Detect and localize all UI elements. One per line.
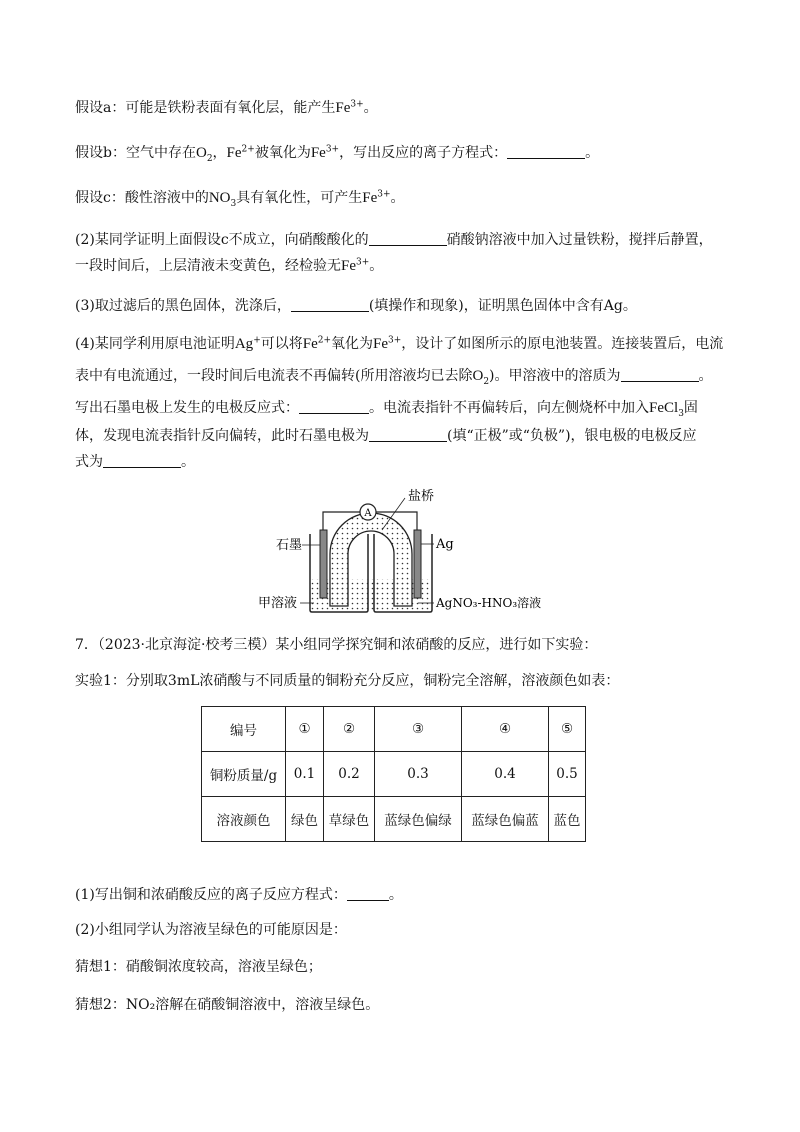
o2-sub: 2 xyxy=(483,376,490,387)
answer-blank[interactable] xyxy=(103,453,181,468)
hypothesis-a-end: 。 xyxy=(363,100,378,116)
table-cell: 蓝色 xyxy=(549,797,586,842)
silver-electrode xyxy=(414,530,421,598)
table-row xyxy=(202,707,586,752)
table-cell: ④ xyxy=(462,707,549,752)
fecl3-formula: FeCl xyxy=(649,400,679,416)
table-cell: ③ xyxy=(375,707,462,752)
hypothesis-c-text2: 具有氧化性，可产生 xyxy=(236,190,363,206)
experiment-1-text: 实验1：分别取3mL浓硝酸与不同质量的铜粉充分反应，铜粉完全溶解，溶液颜色如表： xyxy=(75,673,620,689)
hypothesis-b-text3: 被氧化为 xyxy=(254,145,311,161)
q4-text-4a: 体，发现电流表指针反向偏转，此时石墨电极为 xyxy=(75,428,369,444)
q7-part-2: (2)小组同学认为溶液呈绿色的可能原因是： xyxy=(75,922,347,938)
question-2-line-2 xyxy=(75,256,383,276)
fe3-charge: 3+ xyxy=(388,335,402,346)
question-4-line-5 xyxy=(75,452,195,472)
answer-blank[interactable] xyxy=(299,399,369,414)
q4-text-4b: (填“正极”或“负极”)，银电极的电极反应 xyxy=(447,428,697,444)
hypothesis-c xyxy=(75,188,405,208)
hypothesis-b-text2: ， xyxy=(212,145,227,161)
table-cell: 蓝绿色偏蓝 xyxy=(462,797,549,842)
fe3-charge: 3+ xyxy=(377,189,391,200)
fe2-charge: 2+ xyxy=(241,144,255,155)
ag-charge: + xyxy=(253,335,261,346)
graphite-electrode xyxy=(320,530,327,598)
question-4-line-2 xyxy=(75,366,713,386)
q4-text-3a: 写出石墨电极上发生的电极反应式： xyxy=(75,400,299,416)
table-cell: ① xyxy=(286,707,324,752)
table-cell: 0.2 xyxy=(324,752,375,797)
fe3-ion: Fe xyxy=(310,145,326,161)
q4-text-2a: 表中有电流通过，一段时间后电流表不再偏转(所用溶液均已去除 xyxy=(75,368,473,384)
q4-text-2end: 。 xyxy=(698,368,713,384)
table-cell: 0.3 xyxy=(375,752,462,797)
fecl3-sub: 3 xyxy=(678,408,684,419)
q4-text-1a: (4)某同学利用原电池证明 xyxy=(75,336,235,352)
q7-part-1-text: (1)写出铜和浓硝酸反应的离子反应方程式： xyxy=(75,887,347,903)
q7-part-1-end: 。 xyxy=(388,887,403,903)
hypothesis-c-end: 。 xyxy=(390,190,405,206)
question-7-intro: 7．（2023·北京海淀·校考三模）某小组同学探究铜和浓硝酸的反应，进行如下实验： xyxy=(75,637,598,653)
hypothesis-a-label: 假设a： xyxy=(75,100,126,116)
question-4-line-3 xyxy=(75,398,698,418)
q3-text-b: (填操作和现象)，证明黑色固体中含有Ag。 xyxy=(368,298,637,314)
hypothesis-a-text: 可能是铁粉表面有氧化层，能产生 xyxy=(125,100,336,116)
fe2-ion: Fe xyxy=(226,145,242,161)
right-solution-label: AgNO₃-HNO₃溶液 xyxy=(436,596,542,610)
q4-text-5a: 式为 xyxy=(75,454,103,470)
q2-end: 。 xyxy=(369,258,384,274)
hypothesis-b-end: 。 xyxy=(585,145,600,161)
q4-text-1d: ，设计了如图所示的原电池装置。连接装置后，电流 xyxy=(401,336,724,352)
q4-text-5end: 。 xyxy=(181,454,195,470)
table-cell: 绿色 xyxy=(286,797,324,842)
answer-blank[interactable] xyxy=(369,427,447,442)
silver-label: Ag xyxy=(436,537,454,552)
hypothesis-c-text1: 酸性溶液中的 xyxy=(124,190,209,206)
q3-text-a: (3)取过滤后的黑色固体，洗涤后， xyxy=(75,298,291,314)
fe3-charge: 3+ xyxy=(325,144,340,155)
fe3-charge: 3+ xyxy=(356,257,370,268)
q7-part-1 xyxy=(75,885,403,905)
q4-text-3c: 固 xyxy=(683,400,698,416)
table-cell: 蓝绿色偏绿 xyxy=(375,797,462,842)
table-row xyxy=(202,752,586,797)
answer-blank[interactable] xyxy=(621,367,699,382)
fe2-charge: 2+ xyxy=(317,335,332,346)
fe3-ion: Fe xyxy=(335,100,351,116)
q2-text-2a: 一段时间后，上层清液未变黄色，经检验无 xyxy=(75,258,341,274)
galvanic-cell-diagram xyxy=(250,486,570,616)
table-cell: 0.4 xyxy=(462,752,549,797)
fe3-ion: Fe xyxy=(373,336,389,352)
hypothesis-b-text1: 空气中存在 xyxy=(125,145,196,161)
o2-sub: 2 xyxy=(206,153,213,164)
q2-text-1b: 硝酸钠溶液中加入过量铁粉，搅拌后静置， xyxy=(446,232,713,248)
hypothesis-b xyxy=(75,143,599,163)
table-cell: 草绿色 xyxy=(324,797,375,842)
salt-bridge-label: 盐桥 xyxy=(408,489,435,504)
q4-text-2b: )。甲溶液中的溶质为 xyxy=(489,368,621,384)
table-cell: 0.1 xyxy=(286,752,324,797)
table-cell: ⑤ xyxy=(549,707,586,752)
hypothesis-b-label: 假设b： xyxy=(75,145,126,161)
table-cell: ② xyxy=(324,707,375,752)
q4-text-3b: 。电流表指针不再偏转后，向左侧烧杯中加入 xyxy=(369,400,649,416)
question-4-line-4 xyxy=(75,426,697,446)
answer-blank[interactable] xyxy=(507,144,585,159)
hypothesis-b-text4: ，写出反应的离子方程式： xyxy=(339,145,508,161)
o2-formula: O xyxy=(195,145,207,161)
q2-text-1a: (2)某同学证明上面假设c不成立，向硝酸酸化的 xyxy=(75,232,369,248)
fe3-charge: 3+ xyxy=(350,99,364,110)
fe3-ion: Fe xyxy=(341,258,356,274)
no3-sub: 3 xyxy=(230,198,237,209)
table-cell: 0.5 xyxy=(549,752,586,797)
q4-text-1b: 可以将 xyxy=(260,336,303,352)
table-cell: 铜粉质量/g xyxy=(202,752,286,797)
answer-blank[interactable] xyxy=(347,886,389,901)
fe2-ion: Fe xyxy=(302,336,318,352)
left-solution-label: 甲溶液 xyxy=(258,596,298,611)
answer-blank[interactable] xyxy=(291,297,369,312)
guess-2: 猜想2：NO₂溶解在硝酸铜溶液中，溶液呈绿色。 xyxy=(75,997,380,1013)
question-3 xyxy=(75,296,637,316)
table-row xyxy=(202,797,586,842)
graphite-label: 石墨 xyxy=(276,538,303,553)
table-cell: 编号 xyxy=(202,707,286,752)
ammeter-label: A xyxy=(364,508,372,519)
hypothesis-c-label: 假设c： xyxy=(75,190,125,206)
ag-ion: Ag xyxy=(234,336,254,352)
question-4-line-1 xyxy=(75,334,723,354)
fe3-ion: Fe xyxy=(362,190,378,206)
guess-1: 猜想1：硝酸铜浓度较高，溶液呈绿色； xyxy=(75,959,322,975)
answer-blank[interactable] xyxy=(369,231,447,246)
o2-formula: O xyxy=(472,368,484,384)
table-cell: 溶液颜色 xyxy=(202,797,286,842)
results-table xyxy=(201,706,586,842)
q4-text-1c: 氧化为 xyxy=(331,336,374,352)
question-2-line-1 xyxy=(75,230,713,250)
hypothesis-a xyxy=(75,98,378,118)
no3-formula: NO xyxy=(208,190,231,206)
